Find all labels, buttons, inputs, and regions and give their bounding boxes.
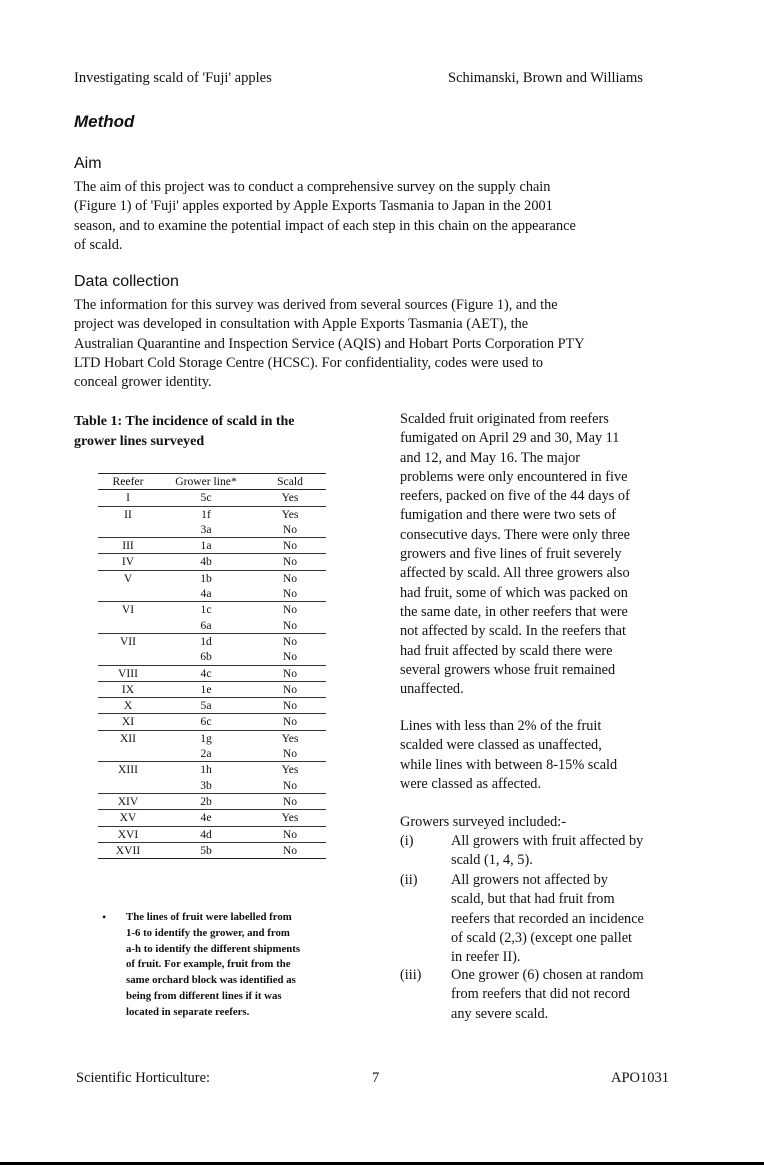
cell-scald: No <box>254 602 326 618</box>
text-line: reefers, packed on five of the 44 days of <box>400 488 630 505</box>
table-row <box>98 602 326 618</box>
cell-grower-line: 4a <box>200 587 212 601</box>
subheading-aim: Aim <box>74 155 102 172</box>
column-header-grower-line: Grower line* <box>158 474 254 490</box>
text-line: unaffected. <box>400 681 464 698</box>
cell-scald: Yes <box>254 506 326 522</box>
table-row <box>98 554 326 570</box>
cell-scald: Yes <box>254 762 326 778</box>
footer-journal: Scientific Horticulture: <box>76 1070 211 1086</box>
cell-grower-line: 1g <box>158 730 254 746</box>
text-line: had fruit affected by scald there were <box>400 642 613 659</box>
cell-scald: Yes <box>254 730 326 746</box>
text-line: scald (1, 4, 5). <box>451 852 533 869</box>
text-line: not affected by scald. In the reefers that <box>400 623 626 640</box>
cell-scald: No <box>254 681 326 697</box>
cell-scald: No <box>254 554 326 570</box>
text-line: of scald. <box>74 236 123 253</box>
table-row <box>98 490 326 506</box>
table-row <box>98 665 326 681</box>
cell-reefer: VIII <box>98 665 158 681</box>
text-line: were classed as affected. <box>400 775 542 792</box>
cell-grower-line: 2b <box>158 793 254 809</box>
text-line: The aim of this project was to conduct a comprehensive survey on the supply chain <box>74 179 551 195</box>
table-row <box>98 842 326 858</box>
cell-reefer: V <box>98 570 158 586</box>
text-line: Australian Quarantine and Inspection Service (AQIS) and Hobart Ports Corporation PTY <box>74 335 585 352</box>
aim-paragraph <box>74 178 714 255</box>
text-line: fumigated on April 29 and 30, May 11 <box>400 430 620 447</box>
text-line: The information for this survey was derived from several sources (Figure 1), and the <box>74 297 558 313</box>
text-line: problems were only encountered in five <box>400 468 628 485</box>
cell-scald: No <box>282 522 298 536</box>
cell-grower-line: 1h <box>158 762 254 778</box>
page-bottom-rule <box>0 1162 764 1165</box>
table-row <box>98 810 326 826</box>
text-line: One grower (6) chosen at random <box>451 967 644 983</box>
cell-grower-line: 4c <box>158 665 254 681</box>
text-line: season, and to examine the potential impact of each step in this chain on the appearance <box>74 217 576 234</box>
cell-scald: No <box>254 793 326 809</box>
cell-scald: No <box>254 570 326 586</box>
table-row <box>98 522 326 538</box>
cell-reefer: XII <box>98 730 158 746</box>
text-line: growers and five lines of fruit severely <box>400 546 622 563</box>
footnote-line: 1-6 to identify the grower, and from <box>126 926 290 939</box>
text-line: Scalded fruit originated from reefers <box>400 411 609 427</box>
text-line: from reefers that did not record <box>451 986 631 1003</box>
cell-grower-line: 3b <box>200 778 212 792</box>
list-item <box>451 832 691 871</box>
cell-grower-line: 4b <box>158 554 254 570</box>
cell-grower-line: 6a <box>200 618 212 632</box>
table-row <box>98 633 326 649</box>
table-row <box>98 762 326 778</box>
cell-scald: No <box>254 665 326 681</box>
text-line: (Figure 1) of 'Fuji' apples exported by Apple Exports Tasmania to Japan in the 2001 <box>74 198 553 215</box>
footnote-line: of fruit. For example, fruit from the <box>126 958 291 971</box>
table-row <box>98 793 326 809</box>
list-intro: Growers surveyed included:- <box>400 814 566 830</box>
cell-grower-line: 1d <box>158 633 254 649</box>
footnote-line: The lines of fruit were labelled from <box>126 911 292 923</box>
text-line: conceal grower identity. <box>74 374 212 391</box>
cell-grower-line: 4d <box>158 826 254 842</box>
table-header-row <box>98 474 326 490</box>
cell-reefer <box>98 649 158 665</box>
list-item <box>451 966 691 1024</box>
text-line: consecutive days. There were only three <box>400 526 630 543</box>
text-line: fumigation and there were two sets of <box>400 507 616 524</box>
cell-grower-line: 4e <box>158 810 254 826</box>
cell-reefer: IX <box>98 681 158 697</box>
list-number: (iii) <box>400 967 422 983</box>
cell-reefer: VI <box>98 602 158 618</box>
table-caption <box>74 412 364 452</box>
cell-scald: No <box>282 618 298 632</box>
footer-code: APO1031 <box>611 1070 670 1086</box>
data-collection-paragraph <box>74 296 714 392</box>
cell-reefer <box>98 586 158 602</box>
footnote-line: same orchard block was identified as <box>126 974 296 987</box>
table-body <box>98 490 326 859</box>
cell-scald: No <box>282 778 298 792</box>
list-number: (ii) <box>400 872 418 888</box>
text-line: All growers not affected by <box>451 872 608 888</box>
text-line: LTD Hobart Cold Storage Centre (HCSC). For confidentiality, codes were used to <box>74 354 544 371</box>
cell-scald: No <box>254 698 326 714</box>
text-line: had fruit, some of which was packed on <box>400 584 628 601</box>
text-line: All growers with fruit affected by <box>451 833 644 849</box>
cell-grower-line: 6c <box>158 714 254 730</box>
text-line: the same date, in other reefers that were <box>400 603 628 620</box>
cell-grower-line: 3a <box>200 522 212 536</box>
table-row <box>98 506 326 522</box>
footnote-line: located in separate reefers. <box>126 1005 250 1018</box>
cell-reefer: II <box>98 506 158 522</box>
cell-reefer <box>98 778 158 794</box>
table-footnote <box>126 910 356 1021</box>
table-row <box>98 746 326 762</box>
cell-reefer <box>98 618 158 634</box>
table-row <box>98 586 326 602</box>
table-row <box>98 681 326 697</box>
cell-reefer: XVI <box>98 826 158 842</box>
table-row <box>98 649 326 665</box>
cell-reefer: XI <box>98 714 158 730</box>
cell-scald: No <box>254 714 326 730</box>
table-row <box>98 618 326 634</box>
footnote-line: being from different lines if it was <box>126 989 282 1002</box>
list-item <box>451 871 691 967</box>
list-number: (i) <box>400 833 414 849</box>
text-line: scald, but that had fruit from <box>451 891 615 908</box>
cell-scald: No <box>282 587 298 601</box>
cell-grower-line: 5a <box>158 698 254 714</box>
cell-scald: No <box>254 538 326 554</box>
cell-grower-line: 5c <box>200 491 212 505</box>
text-line: in reefer II). <box>451 949 521 966</box>
text-line: Lines with less than 2% of the fruit <box>400 718 602 734</box>
cell-reefer <box>98 746 158 762</box>
footnote-bullet: • <box>102 910 107 924</box>
cell-grower-line: 6b <box>200 650 212 664</box>
cell-reefer: XIV <box>98 793 158 809</box>
table-row <box>98 538 326 554</box>
text-line: and 12, and May 16. The major <box>400 449 580 466</box>
running-header-authors: Schimanski, Brown and Williams <box>448 70 643 86</box>
text-line: several growers whose fruit remained <box>400 661 616 678</box>
column-header-reefer: Reefer <box>98 474 158 490</box>
cell-scald: No <box>254 633 326 649</box>
cell-scald: No <box>282 747 298 761</box>
cell-reefer: XVII <box>98 842 158 858</box>
cell-scald: No <box>254 842 326 858</box>
cell-reefer: XV <box>98 810 158 826</box>
table-row <box>98 826 326 842</box>
text-line: affected by scald. All three growers also <box>400 565 630 582</box>
table-row <box>98 778 326 794</box>
cell-grower-line: 1b <box>158 570 254 586</box>
table-row <box>98 730 326 746</box>
cell-reefer: XIII <box>98 762 158 778</box>
cell-grower-line: 1a <box>158 538 254 554</box>
cell-reefer: I <box>126 491 130 505</box>
column-header-scald: Scald <box>254 474 326 490</box>
cell-reefer: VII <box>98 633 158 649</box>
scald-incidence-table <box>98 473 326 859</box>
text-line: any severe scald. <box>451 1005 549 1022</box>
cell-reefer: X <box>98 698 158 714</box>
text-line: of scald (2,3) (except one pallet <box>451 929 633 946</box>
cell-grower-line: 2a <box>200 747 212 761</box>
text-line: while lines with between 8-15% scald <box>400 756 618 773</box>
table-row <box>98 698 326 714</box>
caption-line: grower lines surveyed <box>74 434 205 449</box>
text-line: scalded were classed as unaffected, <box>400 737 602 754</box>
cell-grower-line: 5b <box>158 842 254 858</box>
cell-reefer: III <box>98 538 158 554</box>
cell-grower-line: 1c <box>158 602 254 618</box>
cell-grower-line: 1f <box>158 506 254 522</box>
scald-origin-paragraph <box>400 410 690 699</box>
table-row <box>98 570 326 586</box>
cell-scald: Yes <box>254 810 326 826</box>
subheading-data-collection: Data collection <box>74 273 179 290</box>
section-heading-method: Method <box>74 112 135 131</box>
cell-scald: Yes <box>281 491 299 505</box>
table-row <box>98 714 326 730</box>
cell-scald: No <box>254 826 326 842</box>
cell-grower-line: 1e <box>158 681 254 697</box>
text-line: project was developed in consultation with Apple Exports Tasmania (AET), the <box>74 316 529 333</box>
page-number: 7 <box>372 1070 380 1086</box>
cell-scald: No <box>282 650 298 664</box>
cell-reefer <box>98 522 158 538</box>
footnote-line: a-h to identify the different shipments <box>126 942 301 955</box>
classification-paragraph <box>400 717 690 794</box>
text-line: reefers that recorded an incidence <box>451 910 644 927</box>
cell-reefer: IV <box>98 554 158 570</box>
running-header-title: Investigating scald of 'Fuji' apples <box>74 70 272 86</box>
caption-line: Table 1: The incidence of scald in the <box>74 414 295 429</box>
